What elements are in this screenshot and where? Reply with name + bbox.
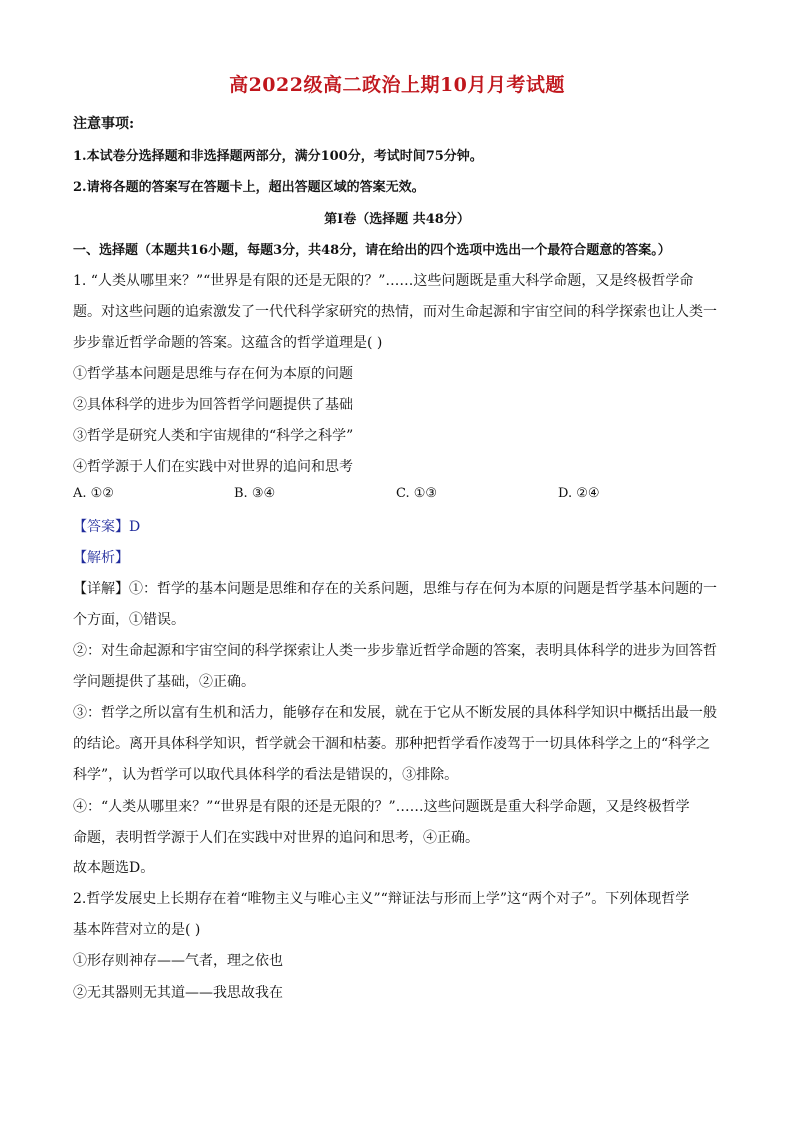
notice-heading: 注意事项: (73, 116, 135, 132)
q1-analysis-line: 的结论。离开具体科学知识，哲学就会干涸和枯萎。那种把哲学看作凌驾于一切具体科学之上的“科学之 (73, 736, 711, 752)
q1-analysis-line: 命题，表明哲学源于人们在实践中对世界的追问和思考，④正确。 (73, 830, 479, 846)
q1-statement: ④哲学源于人们在实践中对世界的追问和思考 (73, 459, 353, 475)
q1-option-d: D. ②④ (558, 486, 600, 501)
q1-answer: 【答案】D (73, 519, 141, 535)
q1-option-a: A. ①② (73, 486, 114, 501)
q2-statement: ②无其器则无其道——我思故我在 (73, 985, 283, 1001)
q1-analysis-line: ②：对生命起源和宇宙空间的科学探索让人类一步步靠近哲学命题的答案，表明具体科学的进步为回答哲 (73, 643, 717, 659)
page-title: 高2022级高二政治上期10月月考试题 (229, 74, 565, 96)
part-heading: 一、选择题（本题共16小题，每题3分，共48分，请在给出的四个选项中选出一个最符合题意的答案。） (73, 243, 671, 258)
q1-stem-line: 题。对这些问题的追索激发了一代代科学家研究的热情，而对生命起源和宇宙空间的科学探索也让人类一 (73, 304, 717, 320)
q1-statement: ③哲学是研究人类和宇宙规律的“科学之科学” (73, 428, 354, 444)
q1-option-c: C. ①③ (396, 486, 438, 501)
q2-stem-line: 基本阵营对立的是( ) (73, 922, 201, 938)
q2-statement: ①形存则神存——气者，理之依也 (73, 953, 283, 969)
q1-analysis-line: 个方面，①错误。 (73, 612, 185, 628)
notice-item-2: 2.请将各题的答案写在答题卡上，超出答题区域的答案无效。 (73, 180, 425, 195)
q1-analysis-line: 科学”，认为哲学可以取代具体科学的看法是错误的，③排除。 (73, 767, 459, 783)
q1-statement: ②具体科学的进步为回答哲学问题提供了基础 (73, 397, 353, 413)
q1-analysis-line: 【详解】①：哲学的基本问题是思维和存在的关系问题，思维与存在何为本原的问题是哲学基本问题的一 (73, 581, 717, 597)
q2-stem-line: 2.哲学发展史上长期存在着“唯物主义与唯心主义”“辩证法与形而上学”这“两个对子”。下列体现哲学 (73, 891, 690, 907)
q1-statement: ①哲学基本问题是思维与存在何为本原的问题 (73, 366, 353, 382)
q1-stem-line: 步步靠近哲学命题的答案。这蕴含的哲学道理是( ) (73, 335, 383, 351)
q1-analysis-heading: 【解析】 (73, 550, 129, 566)
q1-analysis-line: ③：哲学之所以富有生机和活力，能够存在和发展，就在于它从不断发展的具体科学知识中概括出最一般 (73, 705, 717, 721)
q1-analysis-line: 故本题选D。 (73, 860, 155, 876)
q1-option-b: B. ③④ (234, 486, 276, 501)
q1-stem-line: 1. “人类从哪里来？”“世界是有限的还是无限的？”……这些问题既是重大科学命题，又是终极哲学命 (73, 273, 694, 289)
volume-heading: 第Ⅰ卷（选择题 共48分） (324, 212, 470, 227)
notice-item-1: 1.本试卷分选择题和非选择题两部分，满分100分，考试时间75分钟。 (73, 149, 483, 164)
q1-analysis-line: 学问题提供了基础，②正确。 (73, 674, 255, 690)
q1-analysis-line: ④：“人类从哪里来？”“世界是有限的还是无限的？”……这些问题既是重大科学命题，又是终极哲学 (73, 799, 690, 815)
